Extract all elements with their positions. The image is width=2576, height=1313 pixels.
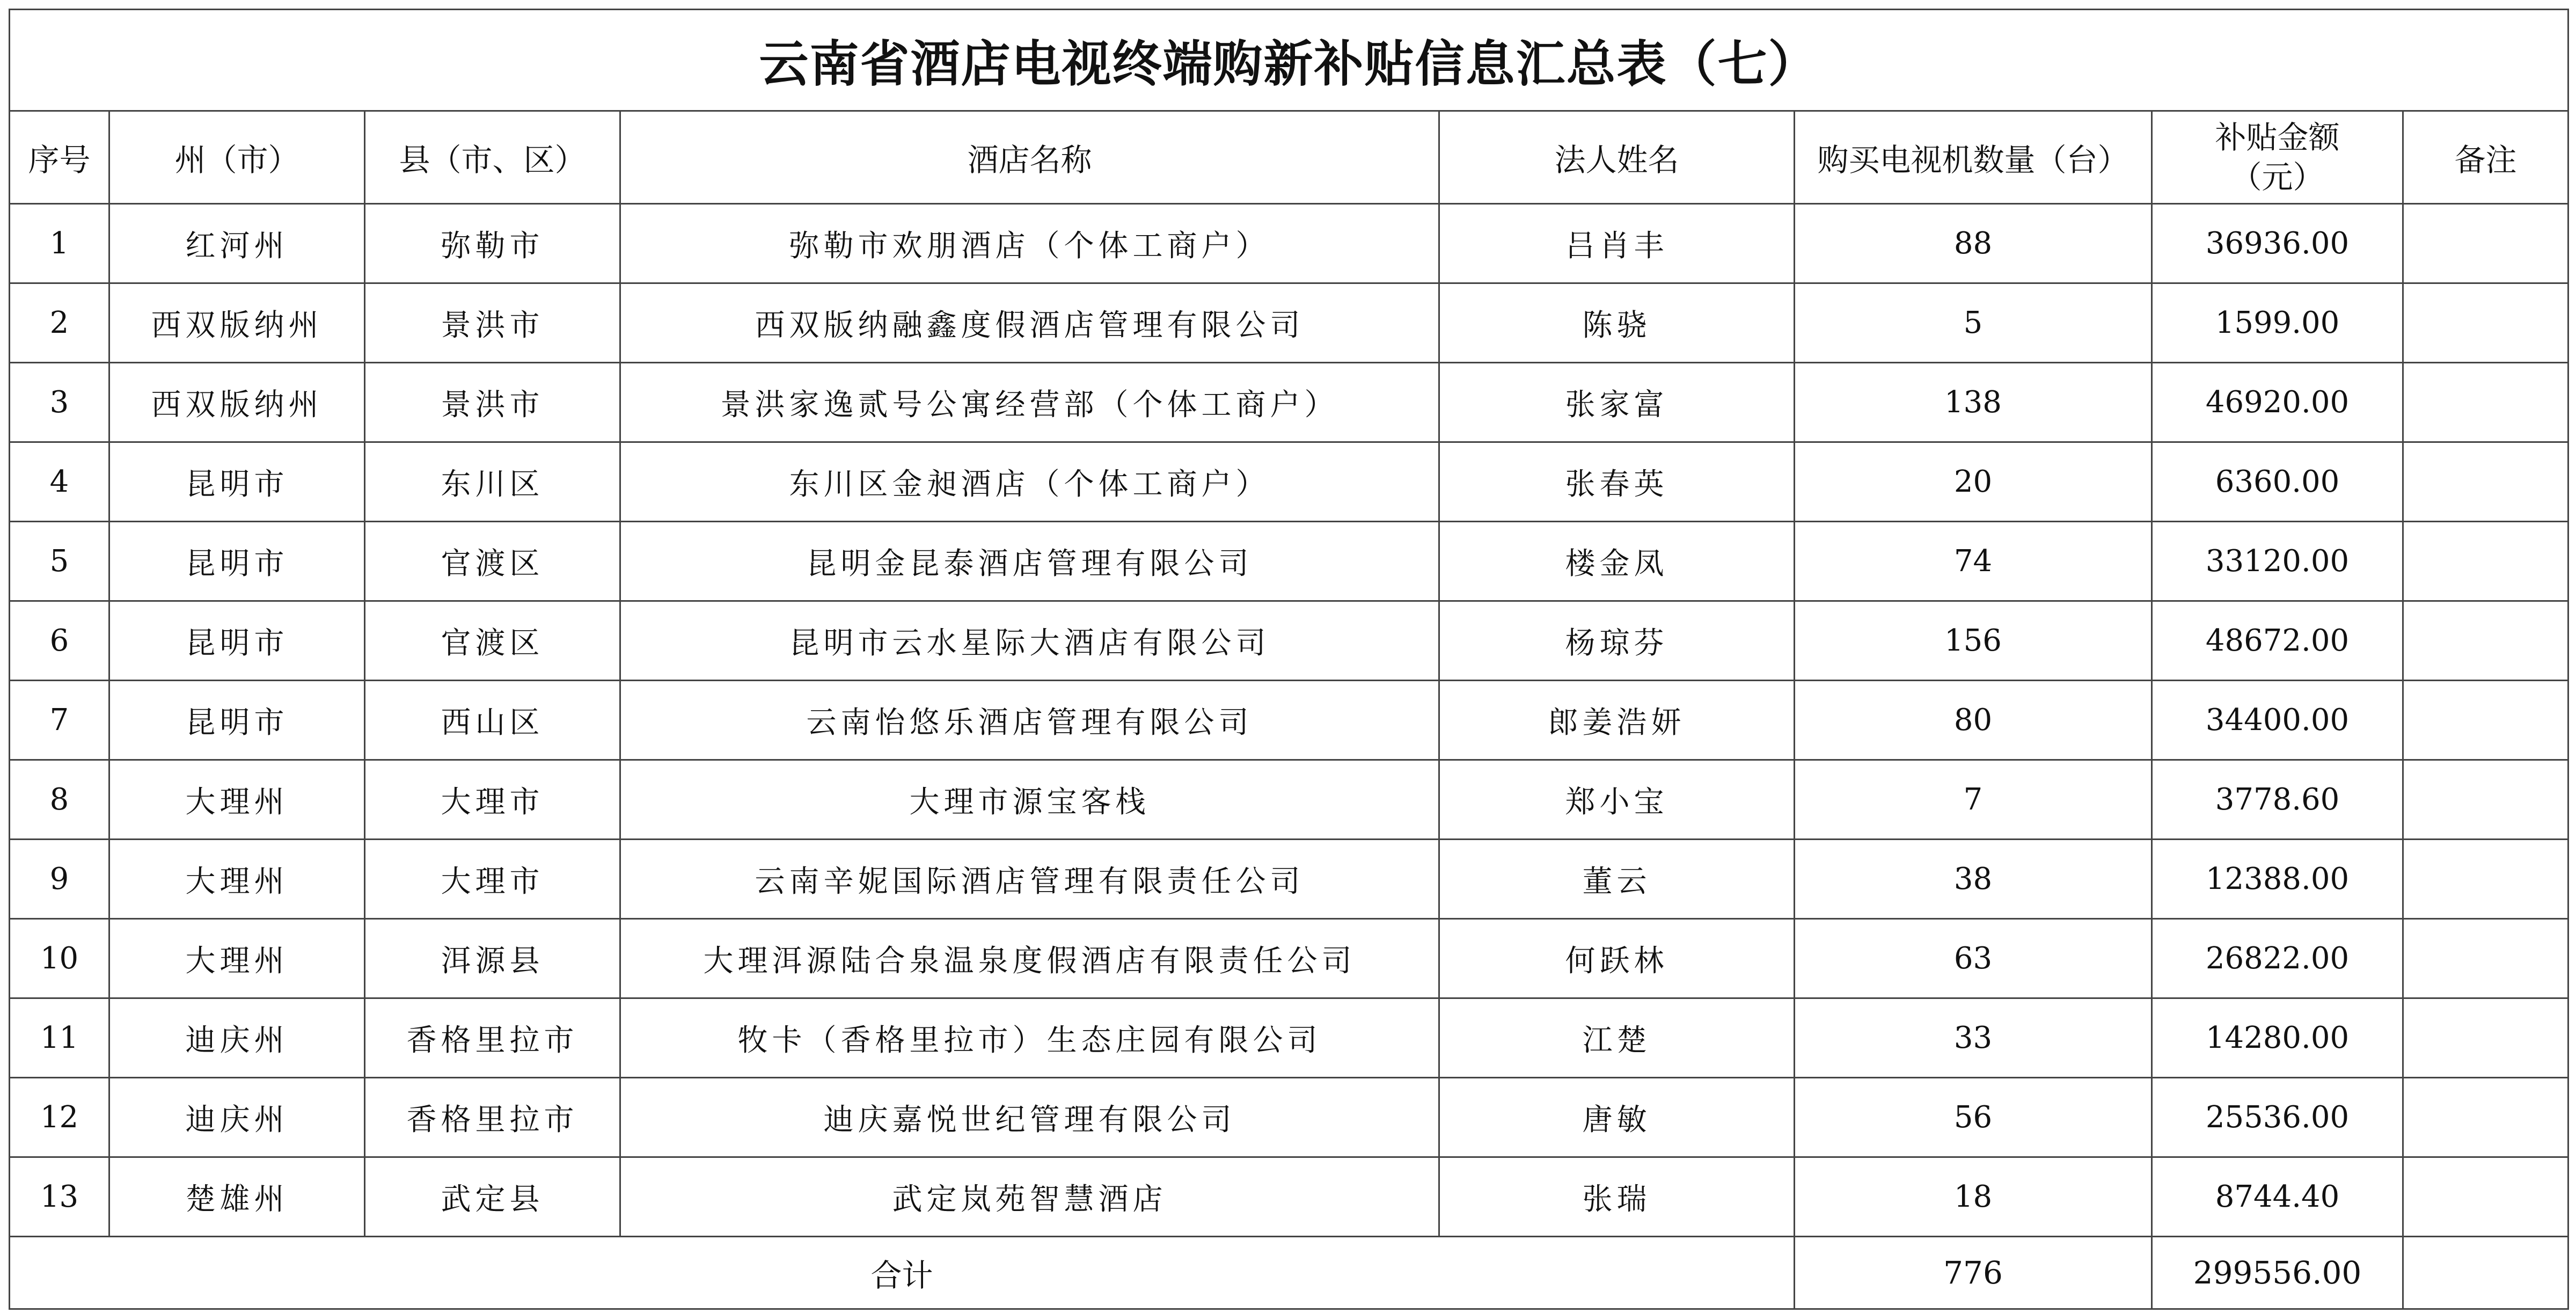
cell-note [2403,681,2568,760]
cell-hotel: 武定岚苑智慧酒店 [620,1157,1439,1237]
cell-no: 10 [10,919,109,998]
cell-county: 弥勒市 [365,204,620,283]
col-header-county: 县（市、区） [365,111,620,204]
cell-qty: 138 [1795,363,2152,442]
cell-prefecture: 大理州 [109,840,365,919]
cell-no: 3 [10,363,109,442]
cell-qty: 88 [1795,204,2152,283]
cell-note [2403,1157,2568,1237]
col-header-person: 法人姓名 [1439,111,1795,204]
cell-amount: 12388.00 [2152,840,2403,919]
cell-person: 何跃林 [1439,919,1795,998]
cell-note [2403,442,2568,522]
cell-county: 景洪市 [365,363,620,442]
cell-hotel: 弥勒市欢朋酒店（个体工商户） [620,204,1439,283]
cell-hotel: 西双版纳融鑫度假酒店管理有限公司 [620,283,1439,363]
cell-qty: 38 [1795,840,2152,919]
cell-amount: 14280.00 [2152,998,2403,1078]
col-header-prefecture: 州（市） [109,111,365,204]
cell-hotel: 云南怡悠乐酒店管理有限公司 [620,681,1439,760]
cell-qty: 20 [1795,442,2152,522]
cell-prefecture: 昆明市 [109,601,365,681]
cell-hotel: 景洪家逸贰号公寓经营部（个体工商户） [620,363,1439,442]
cell-county: 香格里拉市 [365,1078,620,1157]
cell-county: 官渡区 [365,601,620,681]
cell-person: 张瑞 [1439,1157,1795,1237]
title-row [10,10,2568,111]
cell-note [2403,1078,2568,1157]
cell-amount: 34400.00 [2152,681,2403,760]
cell-no: 12 [10,1078,109,1157]
cell-note [2403,522,2568,601]
cell-county: 西山区 [365,681,620,760]
cell-county: 大理市 [365,760,620,840]
cell-qty: 74 [1795,522,2152,601]
cell-note [2403,998,2568,1078]
cell-person: 陈骁 [1439,283,1795,363]
cell-note [2403,760,2568,840]
summary-sheet [9,9,2567,1310]
cell-prefecture: 迪庆州 [109,998,365,1078]
table-row [10,681,2568,760]
table-row [10,919,2568,998]
cell-county: 武定县 [365,1157,620,1237]
cell-county: 洱源县 [365,919,620,998]
table-title: 云南省酒店电视终端购新补贴信息汇总表（七） [10,10,2568,111]
col-header-hotel: 酒店名称 [620,111,1439,204]
cell-prefecture: 楚雄州 [109,1157,365,1237]
table-row [10,840,2568,919]
table-row [10,363,2568,442]
cell-no: 13 [10,1157,109,1237]
cell-prefecture: 西双版纳州 [109,283,365,363]
cell-no: 5 [10,522,109,601]
total-amount: 299556.00 [2152,1237,2403,1309]
cell-prefecture: 昆明市 [109,681,365,760]
cell-amount: 46920.00 [2152,363,2403,442]
cell-no: 9 [10,840,109,919]
cell-qty: 7 [1795,760,2152,840]
col-header-qty: 购买电视机数量（台） [1795,111,2152,204]
cell-qty: 56 [1795,1078,2152,1157]
table-row [10,1157,2568,1237]
col-header-note: 备注 [2403,111,2568,204]
cell-prefecture: 西双版纳州 [109,363,365,442]
subsidy-table [9,9,2569,1310]
cell-person: 张春英 [1439,442,1795,522]
cell-person: 楼金凤 [1439,522,1795,601]
col-header-no: 序号 [10,111,109,204]
cell-qty: 80 [1795,681,2152,760]
cell-prefecture: 红河州 [109,204,365,283]
cell-hotel: 迪庆嘉悦世纪管理有限公司 [620,1078,1439,1157]
cell-prefecture: 昆明市 [109,522,365,601]
cell-note [2403,204,2568,283]
cell-county: 官渡区 [365,522,620,601]
cell-qty: 5 [1795,283,2152,363]
cell-qty: 33 [1795,998,2152,1078]
cell-qty: 63 [1795,919,2152,998]
cell-hotel: 昆明市云水星际大酒店有限公司 [620,601,1439,681]
cell-amount: 3778.60 [2152,760,2403,840]
cell-amount: 1599.00 [2152,283,2403,363]
cell-person: 吕肖丰 [1439,204,1795,283]
cell-no: 2 [10,283,109,363]
cell-person: 张家富 [1439,363,1795,442]
cell-amount: 26822.00 [2152,919,2403,998]
cell-note [2403,283,2568,363]
cell-county: 香格里拉市 [365,998,620,1078]
total-note [2403,1237,2568,1309]
cell-hotel: 东川区金昶酒店（个体工商户） [620,442,1439,522]
cell-county: 东川区 [365,442,620,522]
table-row [10,442,2568,522]
cell-county: 景洪市 [365,283,620,363]
cell-county: 大理市 [365,840,620,919]
cell-note [2403,363,2568,442]
cell-hotel: 牧卡（香格里拉市）生态庄园有限公司 [620,998,1439,1078]
cell-amount: 33120.00 [2152,522,2403,601]
cell-person: 杨琼芬 [1439,601,1795,681]
cell-person: 唐敏 [1439,1078,1795,1157]
cell-amount: 48672.00 [2152,601,2403,681]
cell-hotel: 云南辛妮国际酒店管理有限责任公司 [620,840,1439,919]
cell-note [2403,601,2568,681]
cell-amount: 6360.00 [2152,442,2403,522]
cell-no: 7 [10,681,109,760]
table-row [10,760,2568,840]
cell-amount: 25536.00 [2152,1078,2403,1157]
cell-hotel: 大理市源宝客栈 [620,760,1439,840]
cell-prefecture: 昆明市 [109,442,365,522]
cell-prefecture: 大理州 [109,760,365,840]
col-header-amount: 补贴金额（元） [2152,111,2403,204]
table-row [10,1078,2568,1157]
cell-prefecture: 迪庆州 [109,1078,365,1157]
total-label: 合计 [10,1237,1795,1309]
cell-amount: 36936.00 [2152,204,2403,283]
table-row [10,283,2568,363]
header-row [10,111,2568,204]
cell-prefecture: 大理州 [109,919,365,998]
table-row [10,522,2568,601]
cell-person: 郎姜浩妍 [1439,681,1795,760]
cell-person: 江楚 [1439,998,1795,1078]
cell-amount: 8744.40 [2152,1157,2403,1237]
total-qty: 776 [1795,1237,2152,1309]
table-row [10,998,2568,1078]
cell-no: 6 [10,601,109,681]
cell-note [2403,919,2568,998]
cell-no: 11 [10,998,109,1078]
cell-qty: 156 [1795,601,2152,681]
cell-person: 郑小宝 [1439,760,1795,840]
total-row [10,1237,2568,1309]
cell-person: 董云 [1439,840,1795,919]
cell-hotel: 大理洱源陆合泉温泉度假酒店有限责任公司 [620,919,1439,998]
table-row [10,601,2568,681]
table-body [10,10,2568,1309]
cell-qty: 18 [1795,1157,2152,1237]
cell-no: 8 [10,760,109,840]
cell-no: 4 [10,442,109,522]
cell-hotel: 昆明金昆泰酒店管理有限公司 [620,522,1439,601]
cell-note [2403,840,2568,919]
table-row [10,204,2568,283]
cell-no: 1 [10,204,109,283]
